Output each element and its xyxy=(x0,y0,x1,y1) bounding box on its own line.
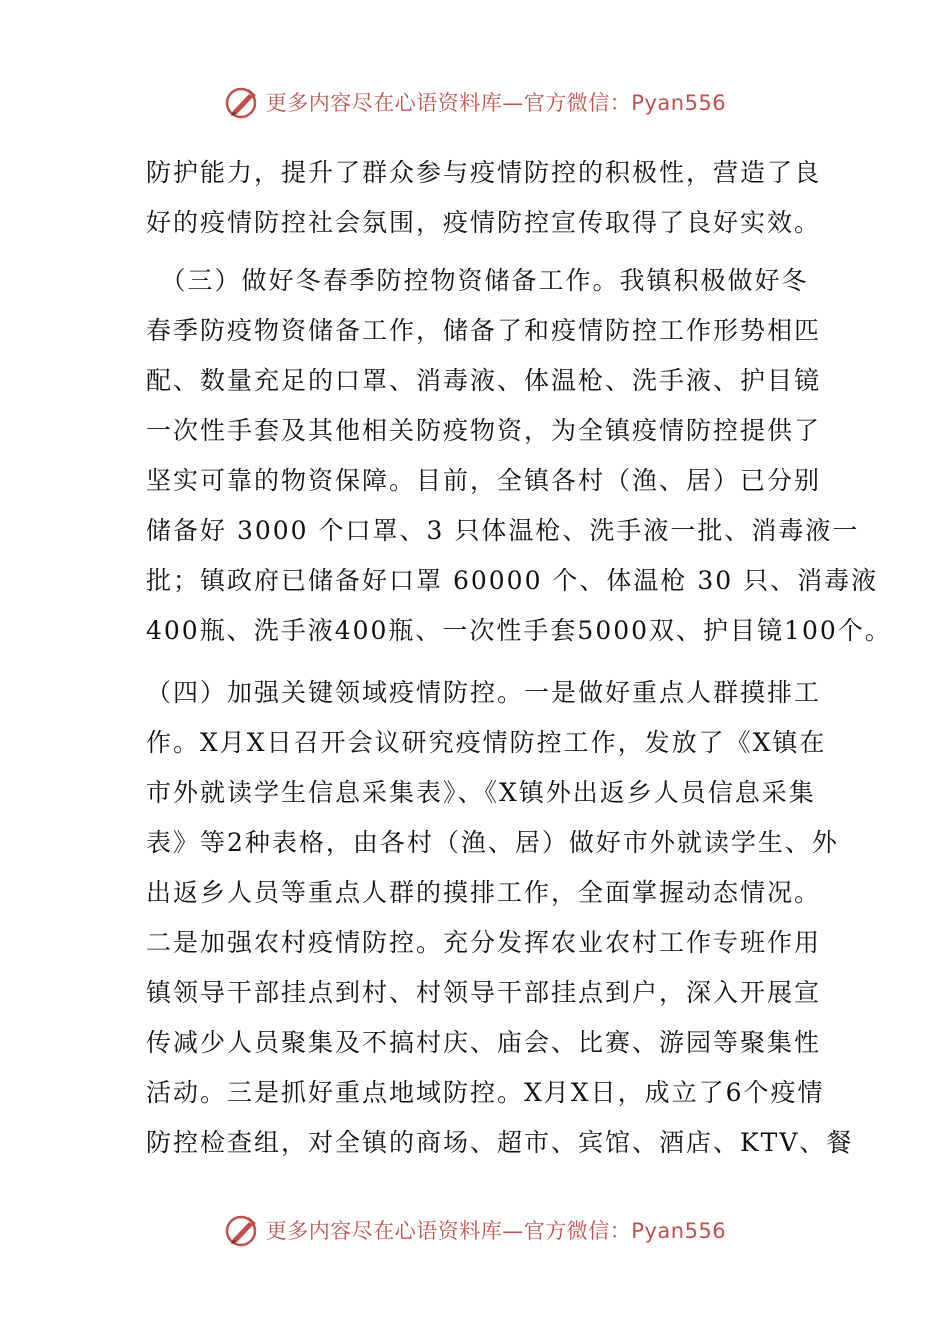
text-line: 防控检查组，对全镇的商场、超市、宾馆、酒店、KTV、餐 xyxy=(146,1128,854,1157)
text-line: 好的疫情防控社会氛围，疫情防控宣传取得了良好实效。 xyxy=(146,208,822,237)
paragraph xyxy=(146,148,822,248)
text-line: 二是加强农村疫情防控。充分发挥农业农村工作专班作用 xyxy=(146,928,822,957)
text-line: 配、数量充足的口罩、消毒液、体温枪、洗手液、护目镜 xyxy=(146,366,822,395)
text-line: （三）做好冬春季防控物资储备工作。我镇积极做好冬 xyxy=(146,266,809,295)
paragraph xyxy=(146,668,854,1168)
footer-banner xyxy=(0,1210,950,1250)
paragraph xyxy=(146,256,892,656)
text-line: 镇领导干部挂点到村、村领导干部挂点到户，深入开展宣 xyxy=(146,978,822,1007)
pen-circle-icon xyxy=(224,84,260,120)
text-line: 市外就读学生信息采集表》、《X镇外出返乡人员信息采集 xyxy=(146,778,816,807)
text-line: 防护能力，提升了群众参与疫情防控的积极性，营造了良 xyxy=(146,158,822,187)
text-line: 表》等2种表格，由各村（渔、居）做好市外就读学生、外 xyxy=(146,828,839,857)
text-line: 传减少人员聚集及不搞村庆、庙会、比赛、游园等聚集性 xyxy=(146,1028,822,1057)
text-line: 活动。三是抓好重点地域防控。X月X日，成立了6个疫情 xyxy=(146,1078,825,1107)
text-line: 出返乡人员等重点人群的摸排工作，全面掌握动态情况。 xyxy=(146,878,822,907)
pen-circle-icon xyxy=(224,1212,260,1248)
text-line: （四）加强关键领域疫情防控。一是做好重点人群摸排工 xyxy=(146,678,822,707)
document-body xyxy=(146,148,892,1168)
text-line: 储备好 3000 个口罩、3 只体温枪、洗手液一批、消毒液一 xyxy=(146,516,860,545)
text-line: 一次性手套及其他相关防疫物资，为全镇疫情防控提供了 xyxy=(146,416,822,445)
text-line: 批；镇政府已储备好口罩 60000 个、体温枪 30 只、消毒液 xyxy=(146,566,879,595)
header-banner-text: 更多内容尽在心语资料库—官方微信：Pyan556 xyxy=(265,91,727,115)
footer-banner-text: 更多内容尽在心语资料库—官方微信：Pyan556 xyxy=(265,1219,727,1243)
text-line: 坚实可靠的物资保障。目前，全镇各村（渔、居）已分别 xyxy=(146,466,822,495)
header-banner xyxy=(0,82,950,122)
text-line: 400瓶、洗手液400瓶、一次性手套5000双、护目镜100个。 xyxy=(146,616,892,645)
text-line: 作。X月X日召开会议研究疫情防控工作，发放了《X镇在 xyxy=(146,728,827,757)
text-line: 春季防疫物资储备工作，储备了和疫情防控工作形势相匹 xyxy=(146,316,822,345)
